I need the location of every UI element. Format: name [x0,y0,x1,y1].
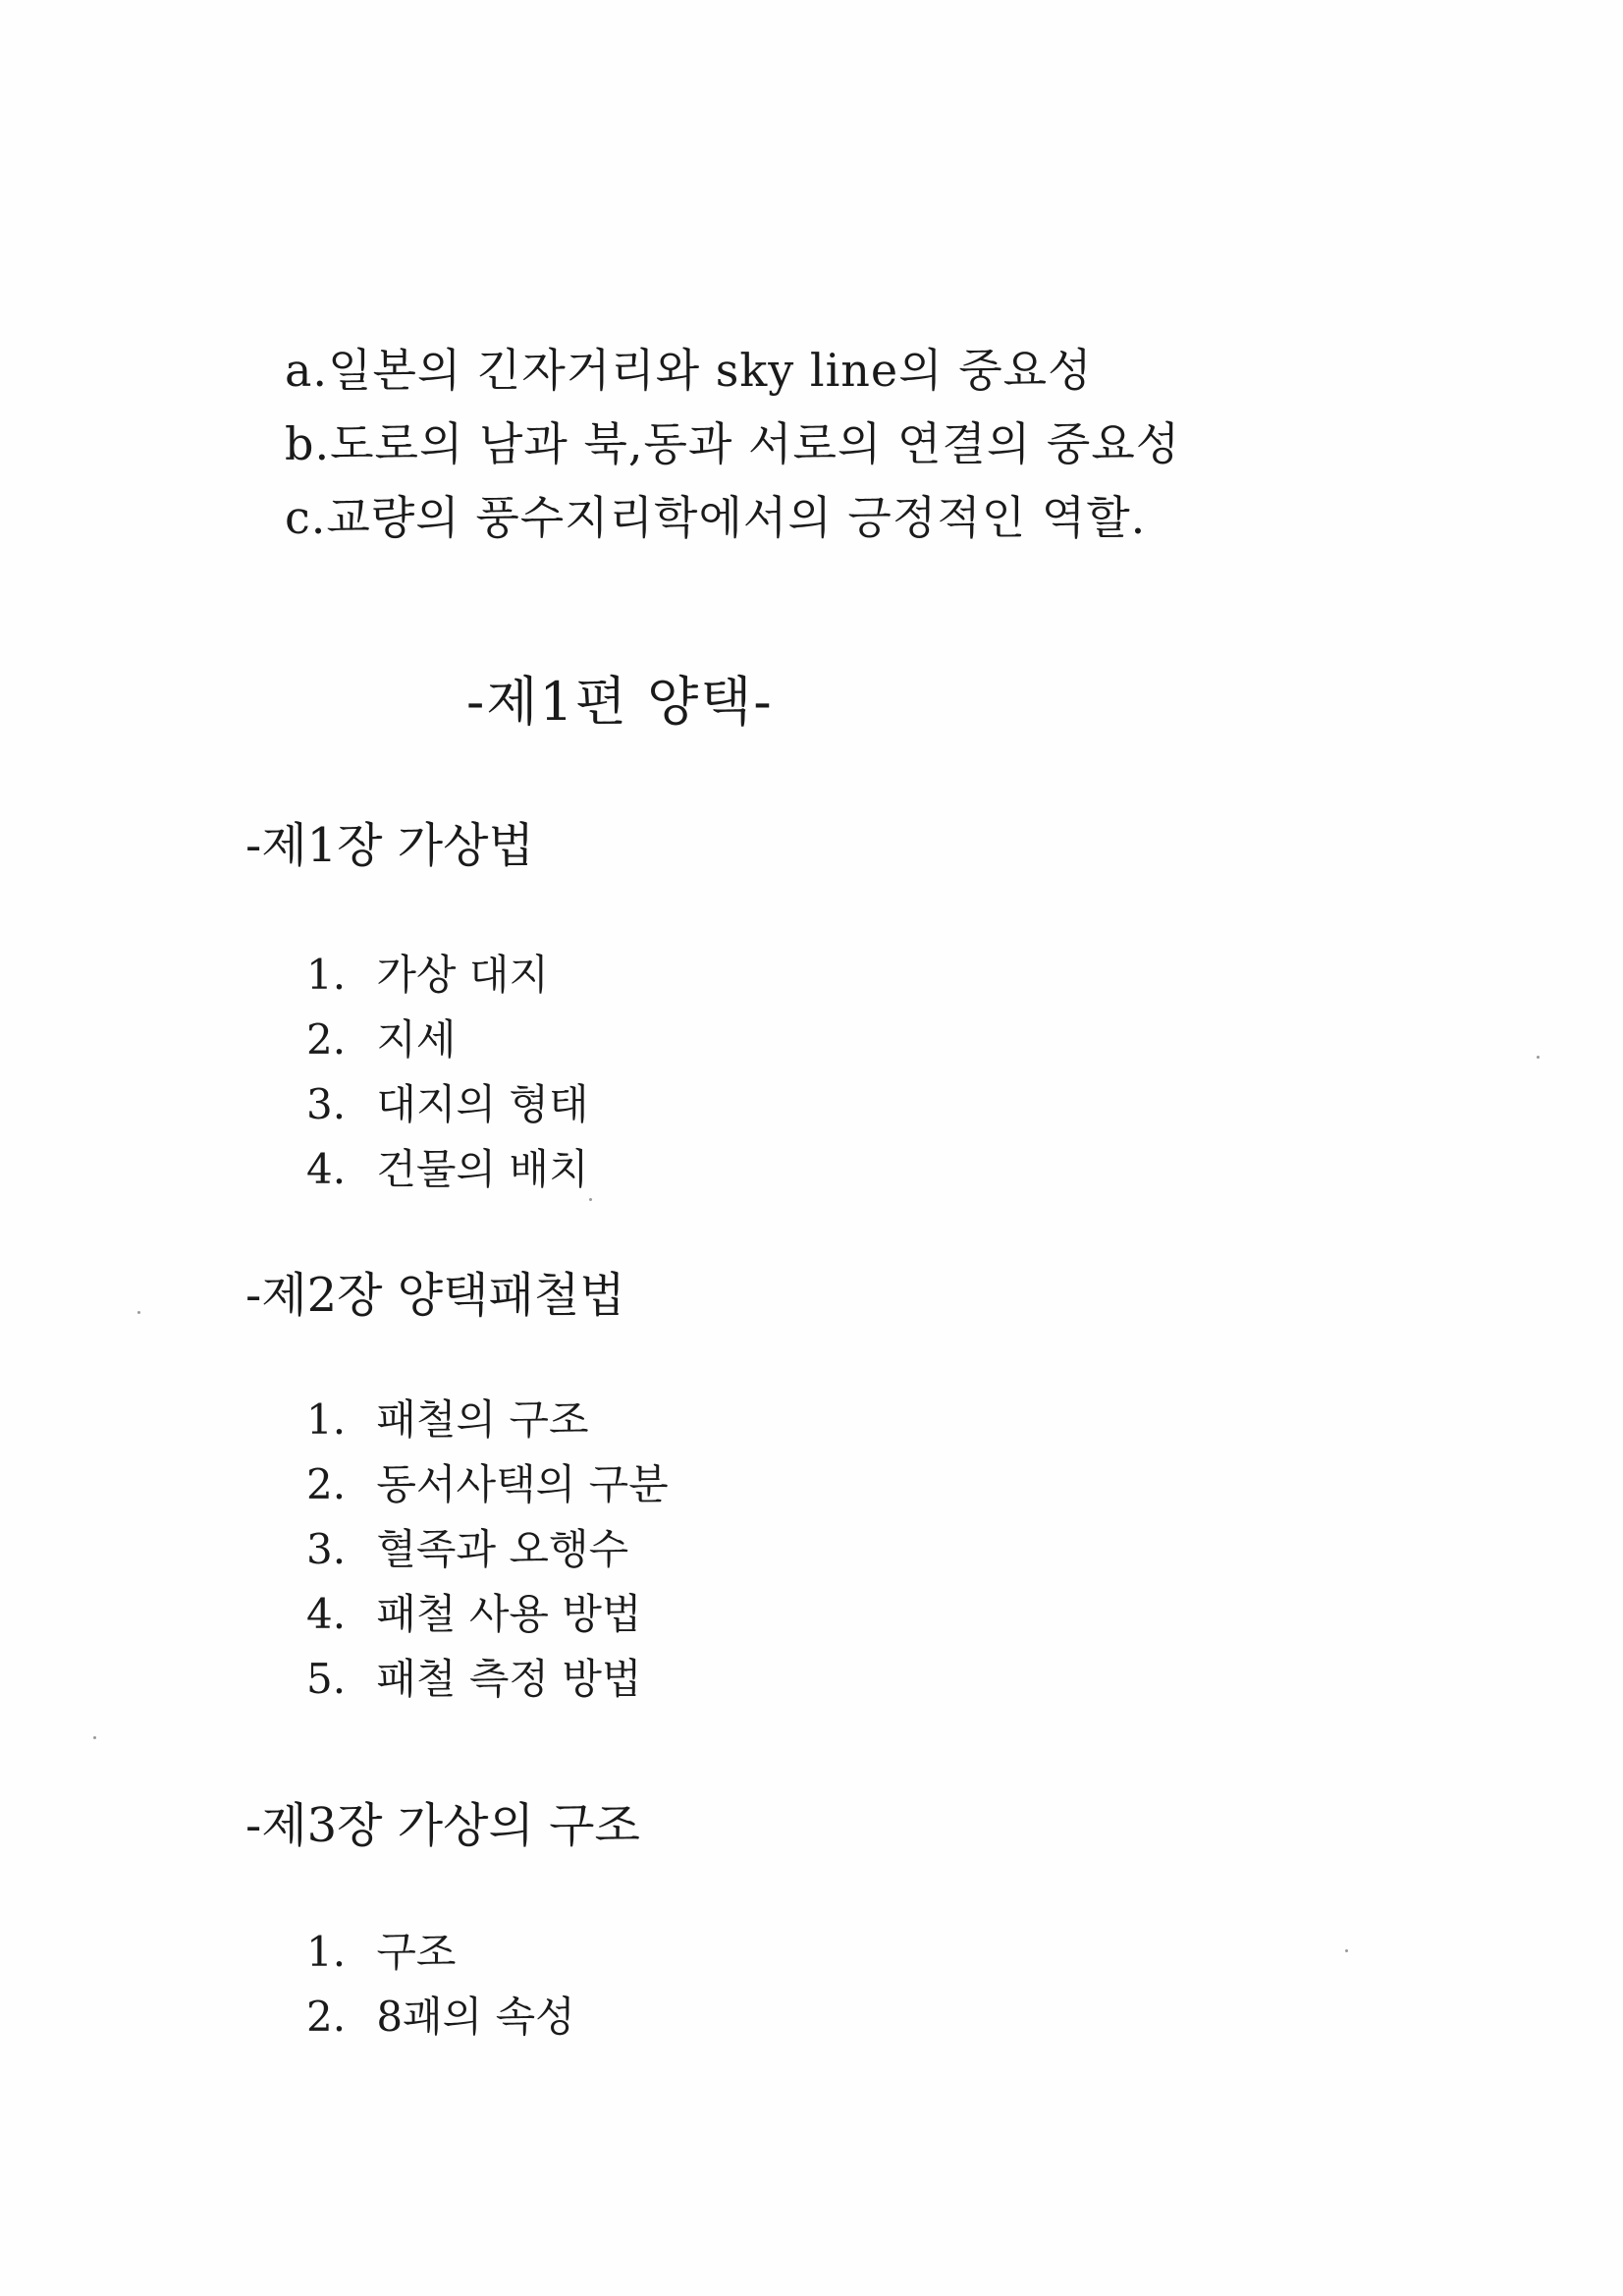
list-item [306,1137,589,1202]
item-number: 1. [306,951,347,999]
item-number: 2. [306,1993,347,2041]
list-item [306,1388,669,1452]
intro-list [285,334,1180,555]
item-label: 8괘의 속성 [376,1993,575,2041]
scan-speck [1537,1056,1540,1059]
item-number: 3. [306,1080,347,1128]
chapter-3-title: -제3장 가상의 구조 [245,1798,640,1853]
list-item [306,1452,669,1517]
list-item [306,1920,575,1985]
list-item [306,1582,669,1647]
item-label: 동서사택의 구분 [376,1460,669,1508]
item-label: 패철의 구조 [376,1395,589,1444]
scan-speck [1345,1949,1348,1952]
item-number: 3. [306,1525,347,1573]
item-label: 패철 사용 방법 [376,1590,642,1638]
list-item [306,943,589,1008]
item-label: 지세 [376,1015,457,1064]
chapter-2-title: -제2장 양택패철법 [245,1268,625,1323]
list-item [306,1985,575,2050]
chapter-1-items [306,943,589,1202]
item-number: 2. [306,1460,347,1508]
item-number: 1. [306,1928,347,1976]
chapter-2-items [306,1388,669,1712]
item-label: 대지의 형태 [376,1080,589,1128]
list-item [306,1008,589,1072]
scan-speck [589,1198,592,1201]
item-number: 4. [306,1590,347,1638]
list-item [306,1647,669,1712]
item-label: 패철 측정 방법 [376,1655,642,1703]
item-label: 가상 대지 [376,951,549,999]
chapter-1-title: -제1장 가상법 [245,818,534,873]
scan-speck [93,1736,96,1739]
part-title: -제1편 양택- [466,671,774,733]
item-number: 4. [306,1145,347,1193]
scan-speck [137,1311,140,1314]
intro-line-b: b.도로의 남과 북,동과 서로의 연결의 중요성 [285,417,1181,470]
item-number: 1. [306,1395,347,1444]
item-number: 5. [306,1655,347,1703]
list-item [306,1072,589,1137]
intro-line-c: c.교량의 풍수지리학에서의 긍정적인 역할. [285,491,1147,544]
chapter-3-items [306,1920,575,2050]
item-number: 2. [306,1015,347,1064]
item-label: 혈족과 오행수 [376,1525,629,1573]
item-label: 구조 [376,1928,457,1976]
intro-line-a: a.일본의 긴자거리와 sky line의 중요성 [285,344,1093,397]
list-item [306,1517,669,1582]
item-label: 건물의 배치 [376,1145,589,1193]
